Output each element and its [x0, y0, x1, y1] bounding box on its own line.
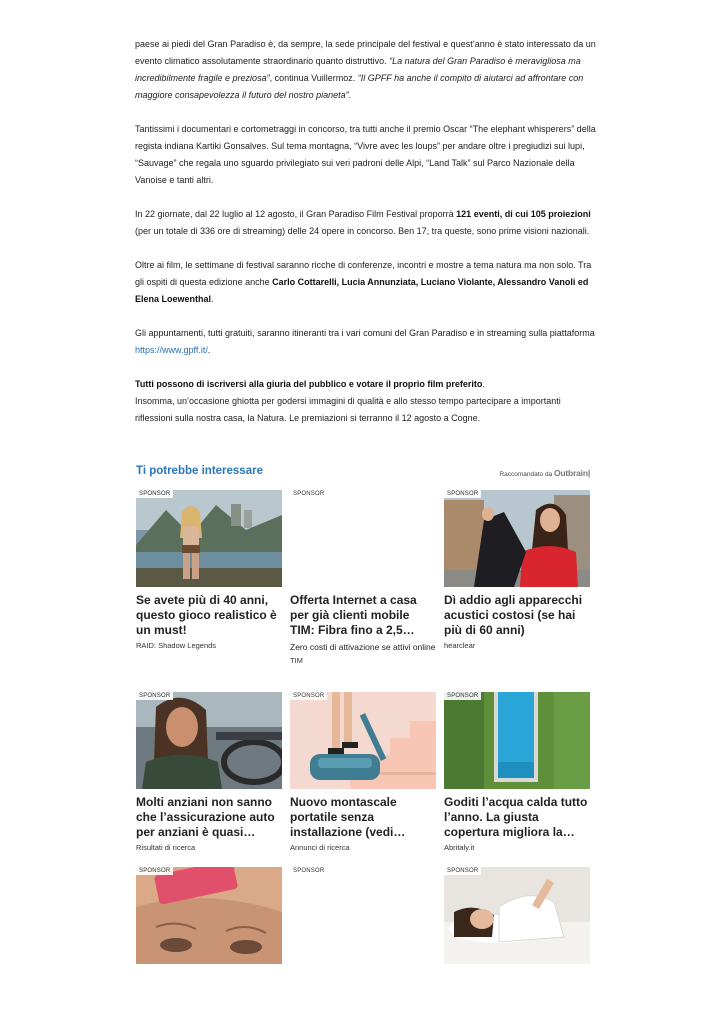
recommendations-title: Ti potrebbe interessare: [136, 465, 263, 477]
card-source[interactable]: Abritaly.it: [444, 843, 475, 852]
sponsor-badge: SPONSOR: [136, 692, 173, 700]
card-title[interactable]: Molti anziani non sanno che l’assicurazione auto per anziani è quasi…: [136, 795, 275, 839]
recommendation-card[interactable]: [444, 490, 590, 651]
card-source[interactable]: Risultati di ricerca: [136, 843, 196, 852]
sponsor-badge: SPONSOR: [444, 867, 481, 875]
woman-driving-image: [136, 692, 282, 789]
text: Oltre ai film, le settimane di festival saranno ricche di conferenze, incontri e mostre a tema natura ma non solo. Tra gli ospiti di questa edizione anche: [135, 260, 592, 287]
recommendation-card[interactable]: [444, 867, 590, 964]
card-source[interactable]: RAID: Shadow Legends: [136, 641, 217, 650]
card-thumbnail[interactable]: [290, 867, 436, 964]
recommendation-card[interactable]: [290, 867, 436, 964]
card-thumbnail[interactable]: [290, 490, 436, 587]
card-source[interactable]: TIM: [290, 656, 303, 665]
card-title[interactable]: Se avete più di 40 anni, questo gioco realistico è un must!: [136, 593, 277, 637]
article-body: [135, 36, 597, 444]
gpff-link[interactable]: https://www.gpff.it/: [135, 345, 208, 355]
woman-bed-image: [444, 867, 590, 964]
card-thumbnail[interactable]: [136, 867, 282, 964]
sponsor-badge: SPONSOR: [290, 490, 327, 498]
stair-lift-image: [290, 692, 436, 789]
sponsor-badge: SPONSOR: [136, 490, 173, 498]
bold-text: Tutti possono di iscriversi alla giuria del pubblico e votare il proprio film preferito: [135, 379, 483, 389]
sponsor-badge: SPONSOR: [444, 692, 481, 700]
recommendation-card[interactable]: [136, 692, 282, 853]
card-thumbnail[interactable]: [136, 692, 282, 789]
skin-closeup-image: [136, 867, 282, 964]
recommendation-card[interactable]: [136, 867, 282, 964]
article-paragraph-2: Tantissimi i documentari e cortometraggi in concorso, tra tutti anche il premio Oscar “The elephant whisperers” della regista indiana Kartiki Gonsalves. Sul tema montagna, “Vivre avec les loups” per andare oltre i pregiudizi sui lupi, “Sauvage” che regala uno sguardo privilegiato sui veri padroni delle Alpi, “Land Talk” sul Parco Nazionale della Vanoise e tanti altri.: [135, 124, 596, 185]
text: .: [348, 90, 352, 100]
text: , continua Vuillermoz.: [269, 73, 358, 83]
card-title[interactable]: Goditi l’acqua calda tutto l’anno. La giusta copertura migliora la…: [444, 795, 588, 839]
card-title[interactable]: Dì addio agli apparecchi acustici costosi (se hai più di 60 anni): [444, 593, 583, 637]
text: Gli appuntamenti, tutti gratuiti, saranno itineranti tra i vari comuni del Gran Paradiso e in streaming sulla piattaforma: [135, 328, 595, 338]
recommendation-card[interactable]: [290, 490, 436, 666]
text: (per un totale di 336 ore di streaming) delle 24 opere in concorso. Ben 17, tra queste, sono prime visioni nazionali.: [135, 226, 590, 236]
article-paragraph-1: [135, 36, 597, 104]
text: In 22 giornate, dal 22 luglio al 12 agosto, il Gran Paradiso Film Festival proporrà: [135, 209, 457, 219]
text: Insomma, un’occasione ghiotta per godersi immagini di qualità e allo stesso tempo partecipare a importanti riflessioni sulla nostra casa, la Natura. Le premiazioni si terranno il 12 agosto a Cogne.: [135, 396, 561, 423]
bold-text: Carlo Cottarelli, Lucia Annunziata, Luciano Violante, Alessandro Vanoli ed Elena Loewenthal: [135, 277, 589, 304]
card-thumbnail[interactable]: [290, 692, 436, 789]
bold-text: 121 eventi, di cui 105 proiezioni: [456, 209, 591, 219]
article-paragraph-5: [135, 325, 597, 359]
card-description[interactable]: Zero costi di attivazione se attivi online: [290, 642, 436, 652]
sponsor-badge: SPONSOR: [136, 867, 173, 875]
text: .: [207, 345, 211, 355]
card-source[interactable]: Annunci di ricerca: [290, 843, 350, 852]
fantasy-landscape-image: [136, 490, 282, 587]
recommended-by[interactable]: [499, 468, 590, 478]
card-thumbnail[interactable]: [444, 490, 590, 587]
card-source[interactable]: hearclear: [444, 641, 476, 650]
card-title[interactable]: Nuovo montascale portatile senza installazione (vedi…: [290, 795, 406, 839]
quote: “La natura del Gran Paradiso è meravigliosa ma incredibilmente fragile e preziosa”: [135, 56, 581, 83]
sponsor-badge: SPONSOR: [444, 490, 481, 498]
article-paragraph-3: [135, 206, 597, 240]
sponsor-badge: SPONSOR: [290, 692, 327, 700]
card-title[interactable]: Offerta Internet a casa per già clienti mobile TIM: Fibra fino a 2,5…: [290, 593, 417, 637]
text: .: [482, 379, 485, 389]
article-paragraph-4: [135, 257, 597, 308]
card-thumbnail[interactable]: [444, 867, 590, 964]
recommendation-card[interactable]: [136, 490, 282, 651]
card-thumbnail[interactable]: [136, 490, 282, 587]
woman-street-image: [444, 490, 590, 587]
recommendations-header: [135, 465, 590, 481]
text: paese ai piedi del Gran Paradiso è, da sempre, la sede principale del festival e quest’anno è stato interessato da un evento climatico assolutamente straordinario quanto distruttivo.: [135, 39, 596, 66]
text: .: [211, 294, 214, 304]
pool-cover-image: [444, 692, 590, 789]
article-paragraph-6: [135, 376, 597, 427]
recommended-by-label: Raccomandato da: [499, 471, 553, 478]
recommendation-card[interactable]: [290, 692, 436, 853]
card-thumbnail[interactable]: [444, 692, 590, 789]
outbrain-logo[interactable]: Outbrain|: [554, 468, 590, 478]
sponsor-badge: SPONSOR: [290, 867, 327, 875]
quote: “Il GPFF ha anche il compito di aiutarci ad affrontare con maggiore consapevolezza il futuro del nostro pianeta”: [135, 73, 584, 100]
recommendation-card[interactable]: [444, 692, 590, 853]
